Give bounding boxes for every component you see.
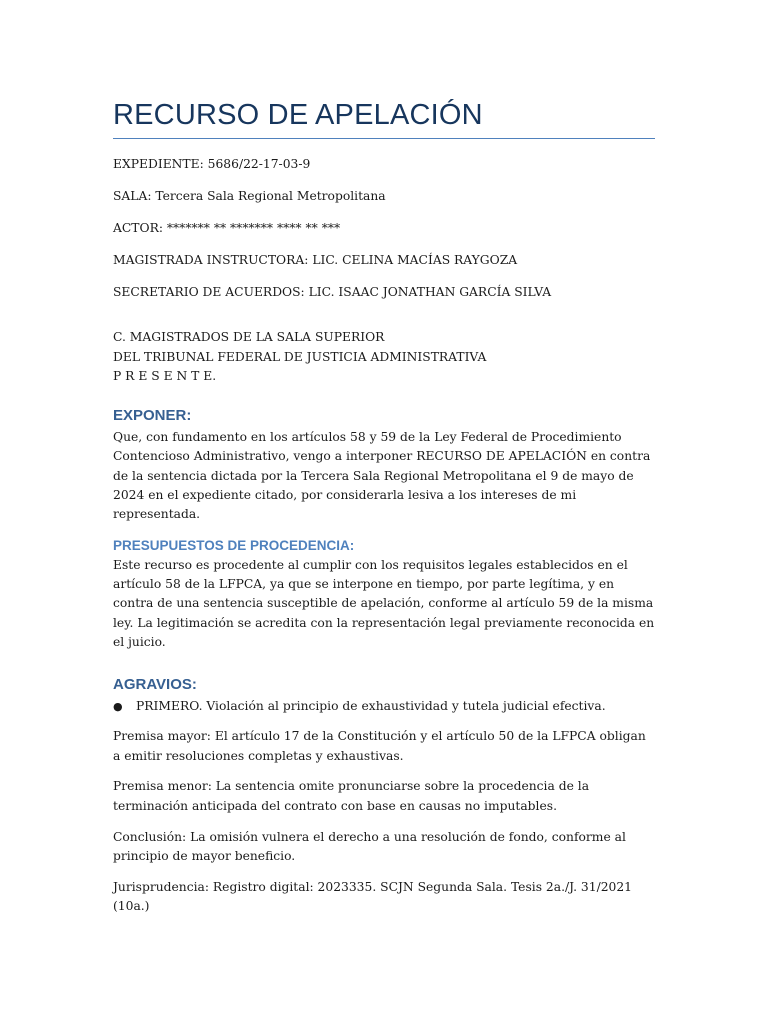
addressee-line: DEL TRIBUNAL FEDERAL DE JUSTICIA ADMINISTRATIVA [113,349,487,364]
case-fields [113,155,655,302]
heading-presupuestos: PRESUPUESTOS DE PROCEDENCIA: [113,537,355,553]
field-sala: SALA: Tercera Sala Regional Metropolitana [113,188,386,203]
presupuestos-paragraph: Este recurso es procedente al cumplir con los requisitos legales establecidos en el artículo 58 de la LFPCA, ya que se interpone en tiempo, por parte legítima, y en contra de una sentencia susceptible de apelación, conforme al artículo 59 de la misma ley. La legitimación se acredita con la representación legal previamente reconocida en el juicio. [113,557,655,649]
list-item-text: PRIMERO. Violación al principio de exhaustividad y tutela judicial efectiva. [136,699,606,714]
addressee-line: C. MAGISTRADOS DE LA SALA SUPERIOR [113,330,385,345]
exponer-paragraph: Que, con fundamento en los artículos 58 y 59 de la Ley Federal de Procedimiento Contencioso Administrativo, vengo a interponer RECURSO DE APELACIÓN en contra de la sentencia dictada por la Tercera Sala Regional Metropolitana el 9 de mayo de 2024 en el expediente citado, por considerarla lesiva a los intereses de mi representada. [113,430,651,522]
field-expediente: EXPEDIENTE: 5686/22-17-03-9 [113,157,311,171]
field-actor: ACTOR: ******* ** ******* **** ** *** [113,220,341,235]
addressee-line: P R E S E N T E. [113,368,217,383]
jurisprudencia-paragraph: Jurisprudencia: Registro digital: 2023335. SCJN Segunda Sala. Tesis 2a./J. 31/2021 (10a.) [113,879,633,913]
document-body [113,96,655,928]
premisa-mayor-paragraph: Premisa mayor: El artículo 17 de la Constitución y el artículo 50 de la LFPCA obligan a emitir resoluciones completas y exhaustivas. [113,729,646,763]
heading-exponer: EXPONER: [113,407,192,425]
field-secretario: SECRETARIO DE ACUERDOS: LIC. ISAAC JONATHAN GARCÍA SILVA [113,284,552,299]
field-magistrada: MAGISTRADA INSTRUCTORA: LIC. CELINA MACÍAS RAYGOZA [113,252,518,267]
conclusion-paragraph: Conclusión: La omisión vulnera el derecho a una resolución de fondo, conforme al principio de mayor beneficio. [113,829,626,863]
list-item [113,697,655,716]
bullet-icon: ● [113,700,123,714]
title-underline-rule [113,138,655,139]
premisa-menor-paragraph: Premisa menor: La sentencia omite pronunciarse sobre la procedencia de la terminación anticipada del contrato con base en causas no imputables. [113,779,590,813]
agravios-list [113,697,655,716]
addressee-block [113,328,655,386]
document-title: RECURSO DE APELACIÓN [113,99,483,131]
heading-agravios: AGRAVIOS: [113,676,197,694]
